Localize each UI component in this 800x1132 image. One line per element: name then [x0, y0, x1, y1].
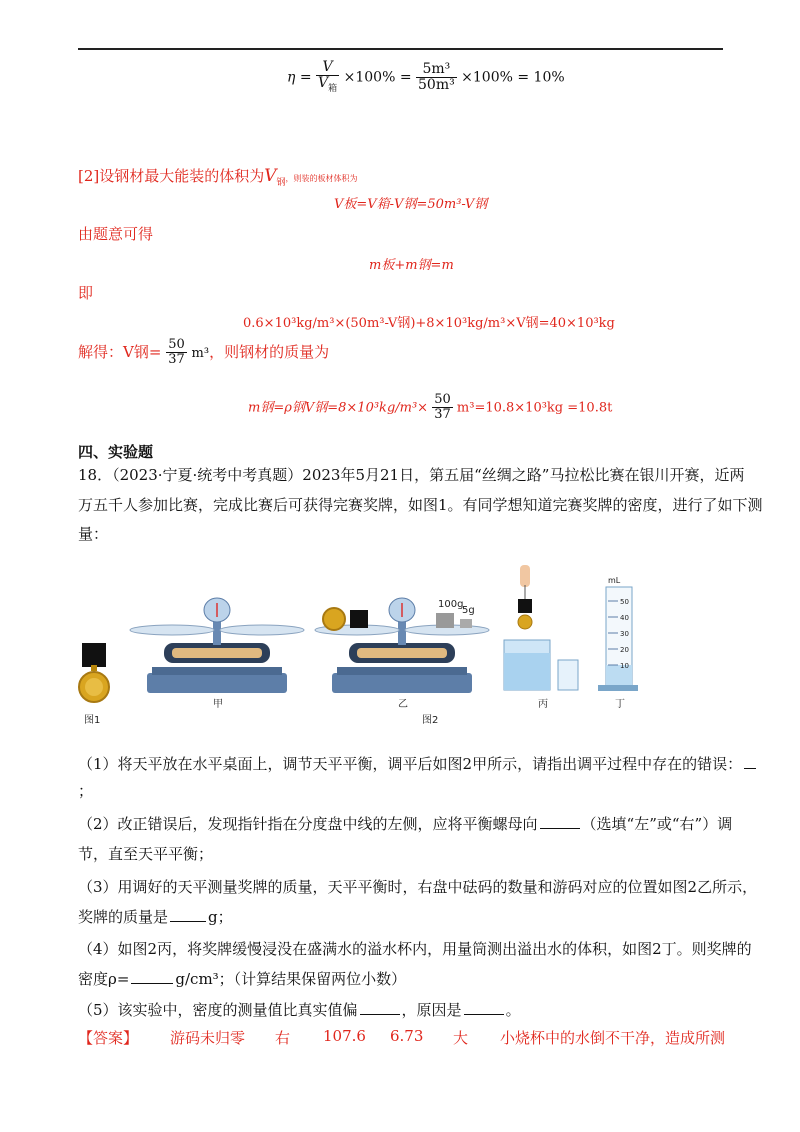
svg-text:50: 50 [620, 598, 629, 606]
step2-statement: [2]设钢材最大能装的体积为$V_钢$，则装的板材体积为 [78, 166, 358, 188]
answer-blank-5[interactable] [360, 1014, 400, 1015]
answer-5: 大 [453, 1029, 469, 1047]
svg-text:40: 40 [620, 614, 629, 622]
question-5: （5）该实验中，密度的测量值比真实值偏 ，原因是 。 [78, 1001, 521, 1019]
answer-1: 游码未归零 [170, 1029, 246, 1047]
svg-text:30: 30 [620, 630, 629, 638]
eq5-fraction: $\frac{50}{37}$ [434, 392, 451, 423]
question-2-end: 节，直至天平平衡； [78, 845, 214, 863]
svg-text:20: 20 [620, 646, 629, 654]
answer-2: 右 [275, 1029, 291, 1047]
given-text: 由题意可得 [78, 225, 154, 243]
answer-4: 6.73 [390, 1027, 424, 1045]
answer-blank-6[interactable] [464, 1014, 504, 1015]
cylinder-unit: mL [608, 576, 621, 585]
eq2-volume: V板=V箱-V钢=50m³-V钢 [334, 197, 488, 212]
eq4-density: 0.6×10³kg/m³×(50m³-V钢)+8×10³kg/m³×V钢=40×10³kg [243, 316, 615, 331]
fig1-caption: 图1 [84, 715, 101, 726]
question-3-end: 奖牌的质量是 g； [78, 908, 233, 926]
section-title: 四、实验题 [78, 443, 154, 461]
question-2: （2）改正错误后，发现指针指在分度盘中线的左侧，应将平衡螺母向 （选填“左”或“右”）调 [78, 815, 733, 833]
weight-5g-label: 5g [462, 605, 475, 616]
weight-100g-label: 100g [438, 599, 464, 610]
q18-line2: 万五千人参加比赛，完成比赛后可获得完赛奖牌，如图1。有同学想知道完赛奖牌的密度，进行了如下测 [78, 496, 763, 514]
eq1-lhs: η = [287, 69, 312, 86]
fig2-caption: 图2 [422, 715, 439, 726]
question-1-end: ； [78, 782, 94, 800]
solve-line: 解得：V钢= $\frac{50}{37}$ m³，则钢材的质量为 [78, 337, 330, 368]
fig-label-d: 丁 [615, 699, 625, 710]
fig-label-c: 丙 [538, 699, 548, 710]
overflow-cup [504, 565, 578, 690]
question-4: （4）如图2丙，将奖牌缓慢浸没在盛满水的溢水杯内，用量筒测出溢出水的体积，如图2丁。则奖牌的 [78, 940, 752, 958]
medal-icon [79, 643, 109, 702]
fig-label-a: 甲 [213, 699, 223, 710]
answer-blank-4[interactable] [131, 983, 173, 984]
svg-text:10: 10 [620, 662, 629, 670]
question-1: （1）将天平放在水平桌面上，调节天平平衡，调平后如图2甲所示，请指出调平过程中存在的错误： [78, 753, 758, 774]
eq1-fraction-2: $\frac{\text{5m³}}{\text{50m³}}$ [418, 60, 455, 94]
eq1-mid: ×100% = [343, 69, 412, 86]
eq1-fraction-1: $\frac{V}{V_箱}$ [318, 59, 338, 95]
answer-6: 小烧杯中的水倒不干净，造成所测 [500, 1029, 726, 1047]
q18-line1: 18．（2023·宁夏·统考中考真题）2023年5月21日，第五届“丝绸之路”马拉松比赛在银川开赛，近两 [78, 466, 745, 484]
answer-blank-3[interactable] [170, 921, 206, 922]
measuring-cylinder [598, 587, 638, 691]
experiment-figure [72, 555, 732, 735]
answer-blank-2[interactable] [540, 828, 580, 829]
efficiency-equation [287, 60, 565, 95]
fig-label-b: 乙 [398, 699, 408, 710]
question-4-end: 密度ρ= g/cm³；（计算结果保留两位小数） [78, 970, 407, 988]
eq5-steel-mass: m钢=ρ钢V钢=8×10³kg/m³× $\frac{50}{37}$ m³=10.8×10³kg =10.8t [248, 392, 613, 423]
solve-fraction: $\frac{50}{37}$ [168, 337, 185, 368]
q18-line3: 量： [78, 525, 109, 543]
answer-label: 【答案】 [78, 1029, 139, 1047]
answer-3: 107.6 [323, 1027, 366, 1045]
eq1-tail: ×100% = 10% [461, 69, 565, 86]
header-rule [78, 48, 723, 50]
balance-a [130, 598, 304, 693]
ji-text: 即 [78, 284, 94, 302]
question-3: （3）用调好的天平测量奖牌的质量，天平平衡时，右盘中砝码的数量和游码对应的位置如图2乙所示， [78, 878, 758, 896]
eq3-mass: m板+m钢=m [369, 258, 454, 273]
answer-blank-1[interactable] [744, 768, 756, 769]
